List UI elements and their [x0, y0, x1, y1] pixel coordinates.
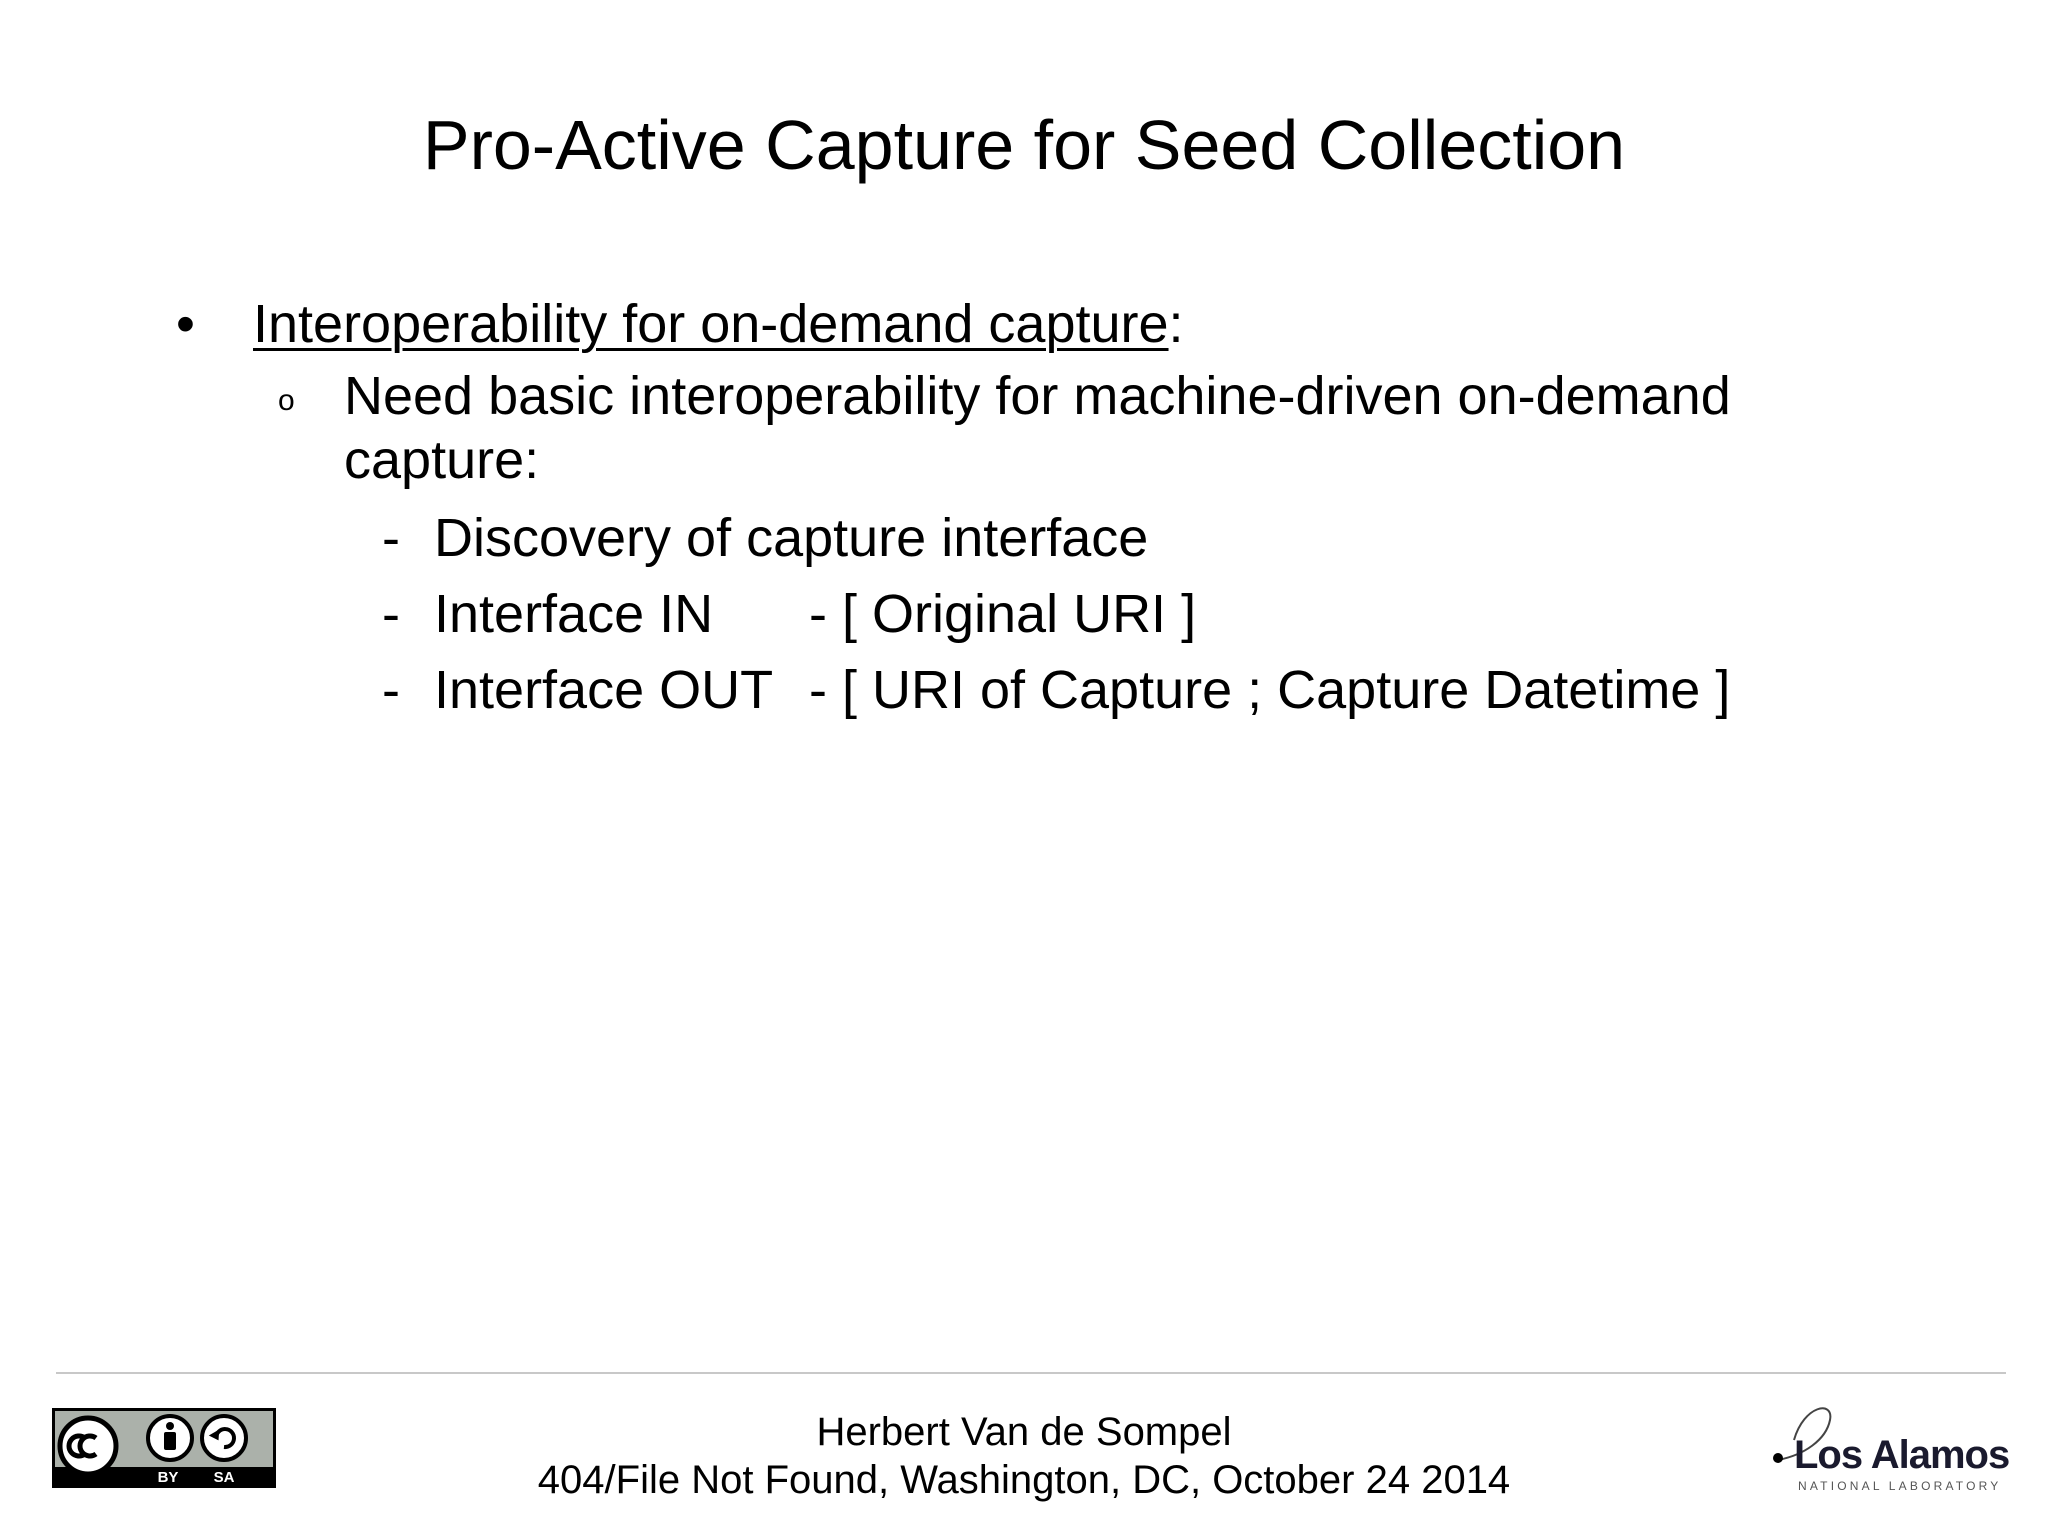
- logo-name: Los Alamos: [1794, 1433, 2010, 1477]
- bullet-marker: •: [176, 294, 195, 354]
- list-item-label: Discovery of capture interface: [434, 508, 1149, 568]
- list-item-value: - [ Original URI ]: [809, 584, 1197, 644]
- footer-divider: [56, 1372, 2006, 1374]
- bullet-heading: Interoperability for on-demand capture: [253, 294, 1169, 354]
- badge-label-by: BY: [157, 1469, 179, 1486]
- sub-bullet-marker: o: [278, 384, 295, 417]
- list-item-dash: -: [382, 584, 400, 644]
- sub-bullet-text: Need basic interoperability for machine-driven on-demand capture:: [344, 366, 1731, 490]
- badge-label-sa: SA: [213, 1469, 235, 1486]
- los-alamos-logo: [1764, 1400, 2012, 1500]
- list-item-value: - [ URI of Capture ; Capture Datetime ]: [809, 660, 1731, 720]
- slide-title: Pro-Active Capture for Seed Collection: [422, 106, 1626, 184]
- footer-event: 404/File Not Found, Washington, DC, October 24 2014: [537, 1458, 1511, 1502]
- list-item-dash: -: [382, 660, 400, 720]
- list-item-label: Interface IN: [434, 584, 714, 644]
- list-item-label: Interface OUT: [434, 660, 774, 720]
- bullet-heading-suffix: :: [1168, 294, 1184, 354]
- logo-subtitle: NATIONAL LABORATORY: [1798, 1479, 2002, 1493]
- footer-author: Herbert Van de Sompel: [816, 1410, 1232, 1454]
- bullet-text: [253, 288, 1184, 360]
- list-item-dash: -: [382, 508, 400, 568]
